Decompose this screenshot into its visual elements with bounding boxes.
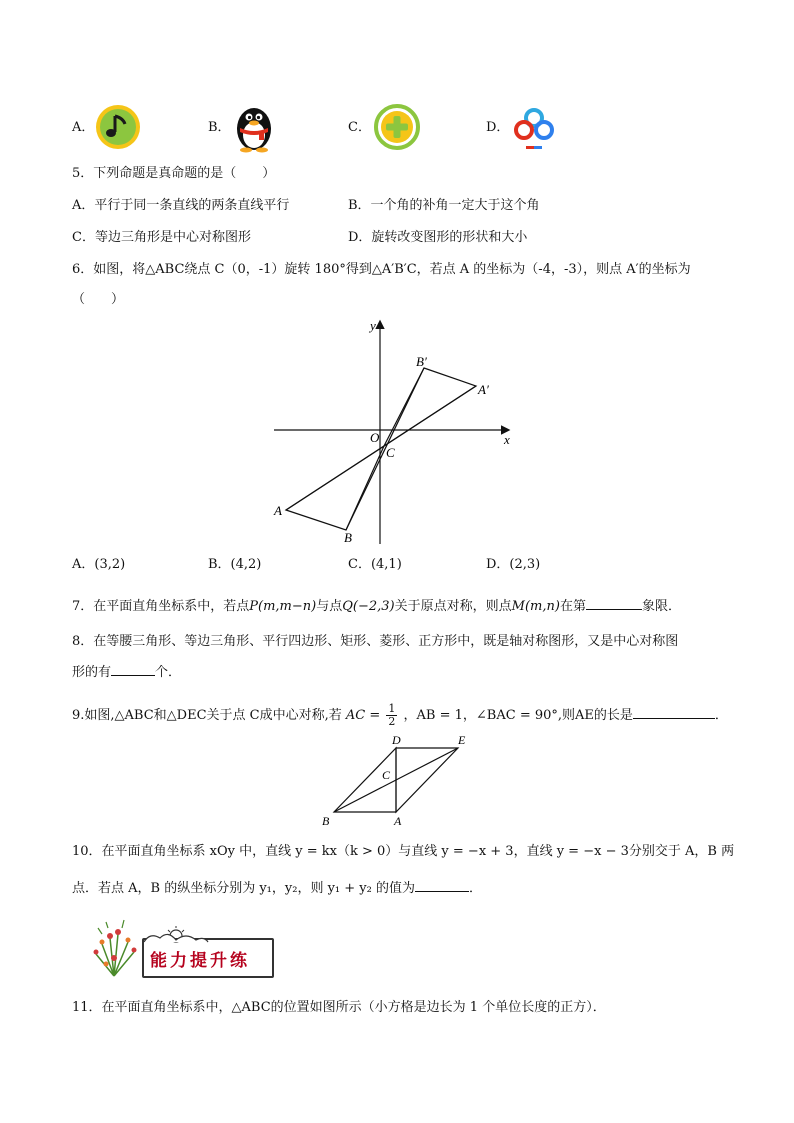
q4-option-c-label: C．	[348, 120, 371, 135]
q6-option-d: D．(2,3)	[486, 557, 541, 572]
penguin-icon	[232, 101, 276, 153]
q5-option-b: B．一个角的补角一定大于这个角	[348, 198, 540, 213]
q9-frac-num: 1	[388, 702, 396, 715]
section-banner-title: 能力提升练	[150, 951, 250, 971]
q4-option-d-label: D．	[486, 120, 510, 135]
q9-point-c: C	[382, 768, 391, 782]
q10-line2-pre: 点．若点 A，B 的纵坐标分别为 y₁，y₂，则 y₁ + y₂ 的值为	[72, 881, 415, 896]
q5-option-a: A．平行于同一条直线的两条直线平行	[72, 198, 290, 213]
q9-point-d: D	[392, 733, 401, 747]
y-axis-label: y	[370, 318, 376, 333]
q8-line2-post: 个．	[155, 665, 182, 680]
q10-line2-post: ．	[468, 881, 482, 896]
point-a-label: A	[274, 503, 282, 518]
q9-fraction	[386, 703, 397, 728]
q8-line2	[72, 663, 181, 682]
q10-answer-blank[interactable]	[415, 879, 469, 892]
q6-coordinate-figure	[270, 312, 520, 550]
q8-line2-pre: 形的有	[72, 665, 112, 680]
q9-post: ．	[714, 708, 728, 723]
q7-answer-blank[interactable]	[586, 597, 642, 610]
point-c-label: C	[386, 445, 395, 460]
q7-point-m: M(m,n)	[511, 599, 560, 614]
q9-ac: AC =	[345, 708, 381, 723]
q6-option-c: C．(4,1)	[348, 557, 402, 572]
q9-point-e: E	[458, 733, 466, 747]
shield-plus-icon	[374, 104, 420, 150]
q5-stem: 5．下列命题是真命题的是（ ）	[72, 166, 276, 181]
q10-line2	[72, 879, 482, 898]
q4-option-a-label: A．	[72, 120, 95, 135]
sun-cloud-icon	[140, 924, 210, 944]
q6-option-a: A．(3,2)	[72, 557, 126, 572]
q9-answer-blank[interactable]	[633, 706, 715, 719]
q8-answer-blank[interactable]	[111, 663, 155, 676]
triangle-abc	[286, 446, 384, 530]
q7-text	[72, 597, 681, 616]
triangle-a2b2c	[384, 368, 476, 446]
music-note-icon	[95, 104, 141, 150]
q9-figure	[318, 732, 478, 828]
q7-mid: 与点	[316, 599, 343, 614]
q5-option-c: C．等边三角形是中心对称图形	[72, 230, 251, 245]
q7-point-p: P(m,m−n)	[249, 599, 317, 614]
q6-stem-line2: （ ）	[72, 292, 125, 307]
q6-stem-line1: 6．如图，将△ABC绕点 C（0，-1）旋转 180°得到△A′B′C，若点 A 的坐标为（-4，-3），则点 A′的坐标为	[72, 262, 691, 277]
q5-option-d: D．旋转改变图形的形状和大小	[348, 230, 528, 245]
q10-line1: 10．在平面直角坐标系 xOy 中，直线 y = kx（k > 0）与直线 y = −x + 3，直线 y = −x − 3分别交于 A，B 两	[72, 844, 735, 859]
q9-mid: ，AB = 1，∠BAC = 90°,则AE的长是	[403, 708, 633, 723]
q7-point-q: Q(−2,3)	[342, 599, 395, 614]
flower-bouquet-icon	[84, 914, 144, 978]
cloud-rings-icon	[510, 104, 558, 152]
point-b-label: B	[344, 530, 352, 545]
x-axis-label: x	[504, 432, 510, 447]
q9-text	[72, 703, 728, 728]
q9-point-b: B	[322, 814, 330, 828]
point-b-prime-label: B′	[416, 354, 427, 369]
q6-option-b: B．(4,2)	[208, 557, 262, 572]
q7-blank-prefix: 在第	[559, 599, 586, 614]
point-a-prime-label: A′	[478, 382, 489, 397]
q11-stem: 11．在平面直角坐标系中，△ABC的位置如图所示（小方格是边长为 1 个单位长度的正方）．	[72, 1000, 606, 1015]
q8-line1: 8．在等腰三角形、等边三角形、平行四边形、矩形、菱形、正方形中，既是轴对称图形，又是中心对称图	[72, 634, 679, 649]
origin-label: O	[370, 430, 380, 445]
triangle-dec-q9	[396, 748, 458, 812]
q9-point-a: A	[394, 814, 402, 828]
q9-pre: 9.如图,△ABC和△DEC关于点 C成中心对称,若	[72, 708, 342, 723]
q7-before: 7．在平面直角坐标系中，若点	[72, 599, 250, 614]
q9-frac-den: 2	[388, 715, 396, 728]
q4-option-b-label: B．	[208, 120, 231, 135]
q7-after: 象限．	[641, 599, 681, 614]
q7-mid2: 关于原点对称，则点	[394, 599, 512, 614]
